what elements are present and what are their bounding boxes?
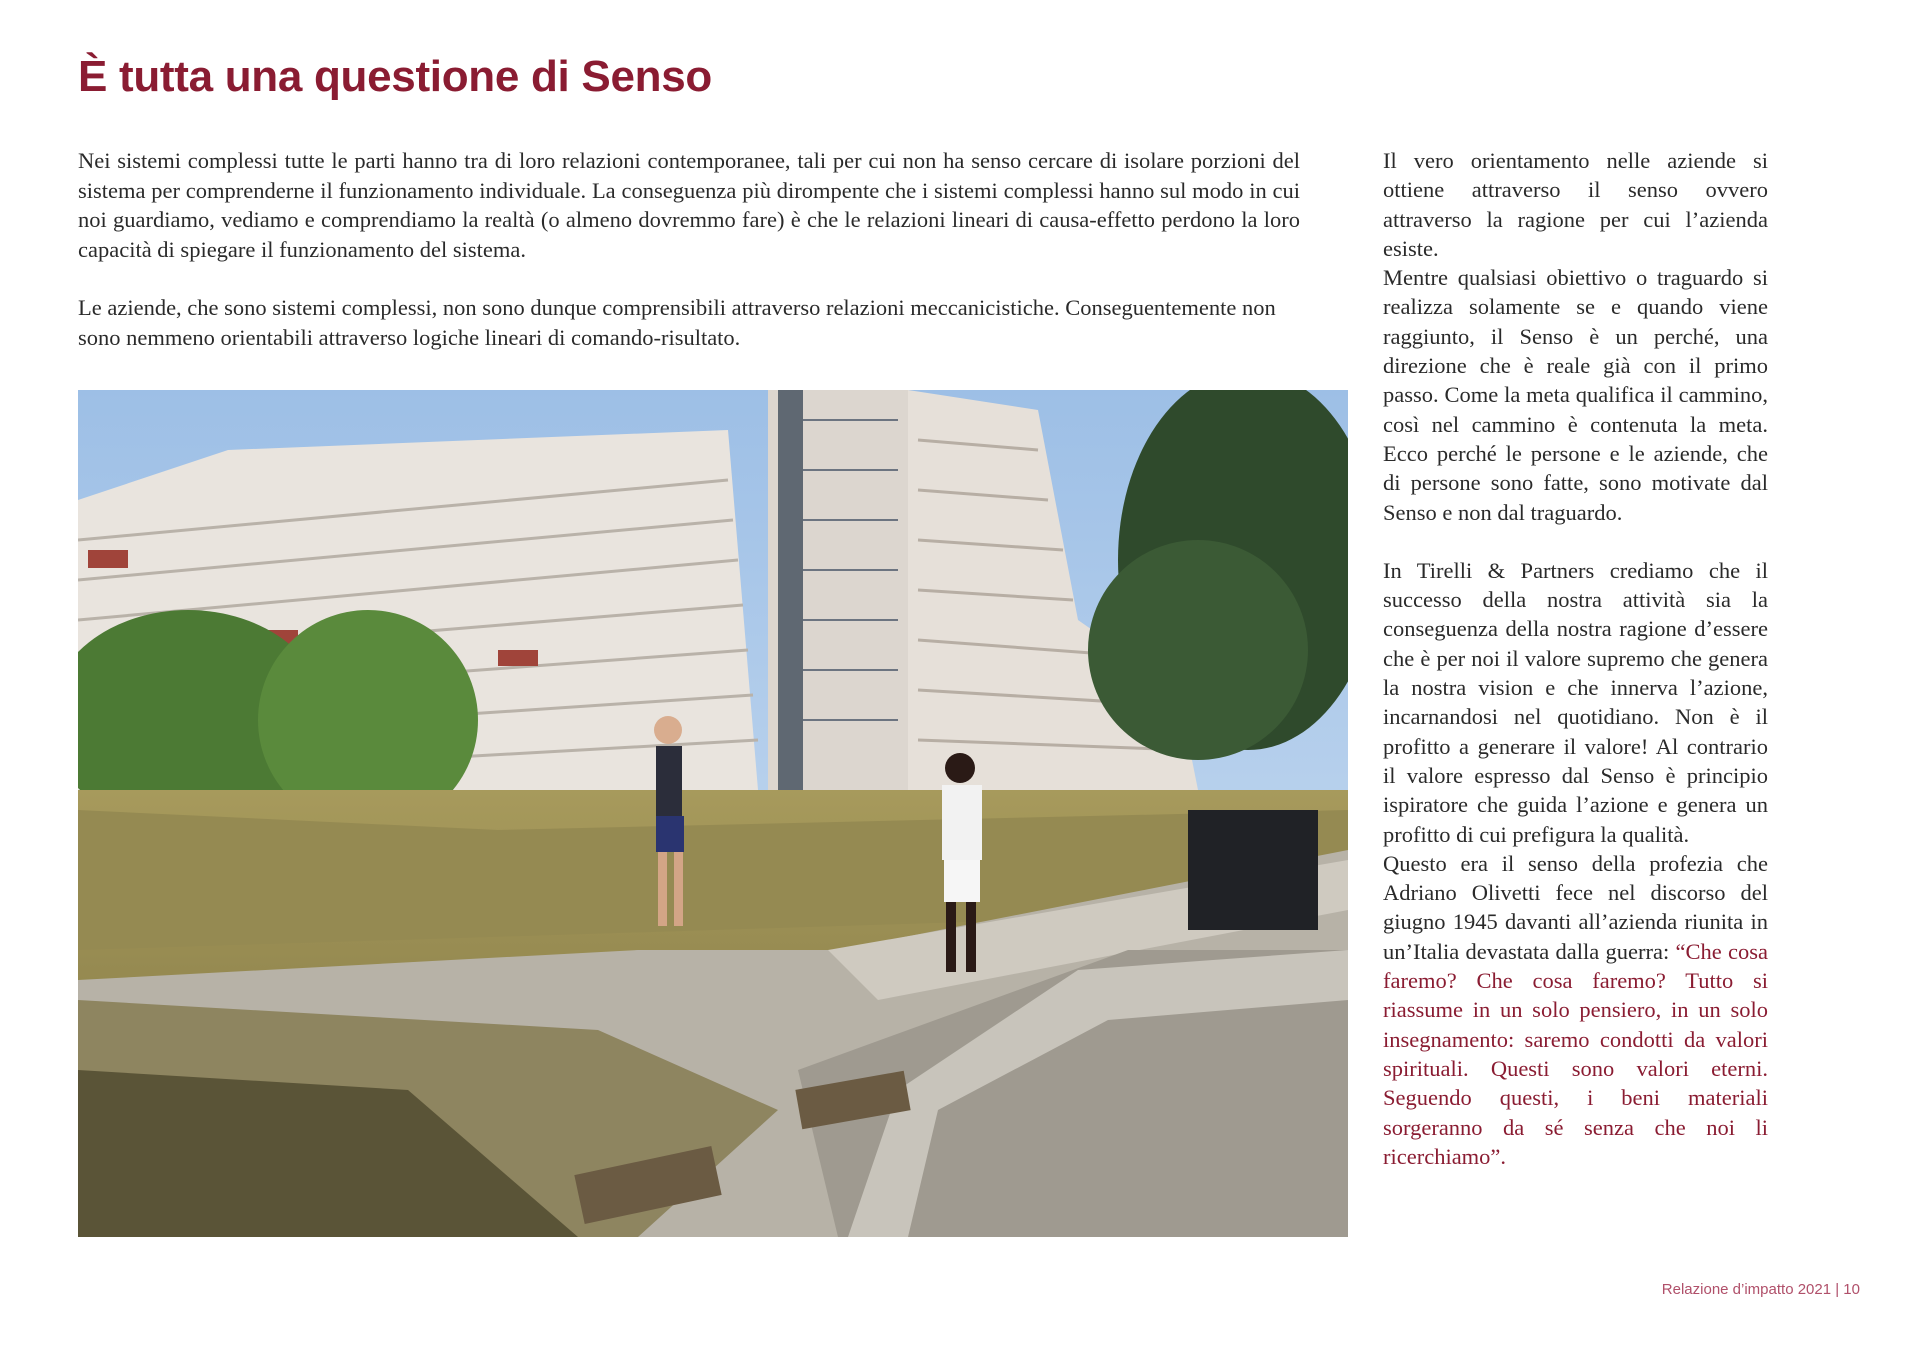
sidebar-paragraph-4-text: Questo era il senso della profezia che Adriano Olivetti fece nel discorso del giugno 1945 davanti all’azienda riunita in un’Italia devastata dalla guerra:	[1383, 850, 1768, 964]
page-footer: Relazione d’impatto 2021 | 10	[1661, 1281, 1860, 1298]
intro-paragraph-1: Nei sistemi complessi tutte le parti hanno tra di loro relazioni contemporanee, tali per cui non ha senso cercare di isolare porzioni del sistema per comprenderne il funzionamento individuale. La conseguenza più dirompente che i sistemi complessi hanno sul modo in cui noi guardiamo, vediamo e comprendiamo la realtà (o almeno dovremmo fare) è che le relazioni lineari di causa-effetto perdono la loro capacità di spiegare il funzionamento del sistema.	[78, 148, 1300, 262]
sidebar-paragraph-2: Mentre qualsiasi obiettivo o traguardo si realizza solamente se e quando viene raggiunto, il Senso è un perché, una direzione che è reale già con il primo passo. Come la meta qualifica il cammino, così nel cammino è contenuta la meta. Ecco perché le persone e le aziende, che di persone sono fatte, sono motivate dal Senso e non dal traguardo.	[1383, 265, 1768, 525]
sidebar-paragraph-1: Il vero orientamento nelle aziende si ottiene attraverso il senso ovvero attraverso la ragione per cui l’azienda esiste.	[1383, 148, 1768, 261]
page-title: È tutta una questione di Senso	[78, 52, 712, 101]
sidebar-text	[1383, 146, 1768, 1171]
photo-illustration	[78, 390, 1348, 1237]
housing-estate-photo	[78, 390, 1348, 1237]
olivetti-quote: “Che cosa faremo? Che cosa faremo? Tutto si riassume in un solo pensiero, in un solo insegnamento: saremo condotti da valori spirituali. Questi sono valori eterni. Seguendo questi, i beni materiali sorgeranno da sé senza che noi li ricerchiamo”.	[1383, 938, 1768, 1169]
sidebar-paragraph-3: In Tirelli & Partners crediamo che il successo della nostra attività sia la conseguenza della nostra ragione d’essere che è per noi il valore supremo che genera la nostra vision e che innerva l’azione, incarnandosi nel quotidiano. Non è il profitto a generare il valore! Al contrario il valore espresso dal Senso è principio ispiratore che guida l’azione e genera un profitto di cui prefigura la qualità.	[1383, 557, 1768, 847]
sidebar-paragraph-4	[1383, 849, 1768, 1171]
intro-paragraph-2: Le aziende, che sono sistemi complessi, non sono dunque comprensibili attraverso relazioni meccanicistiche. Conseguentemente non sono nemmeno orientabili attraverso logiche lineari di comando-risultato.	[78, 295, 1276, 350]
intro-text	[78, 146, 1300, 381]
